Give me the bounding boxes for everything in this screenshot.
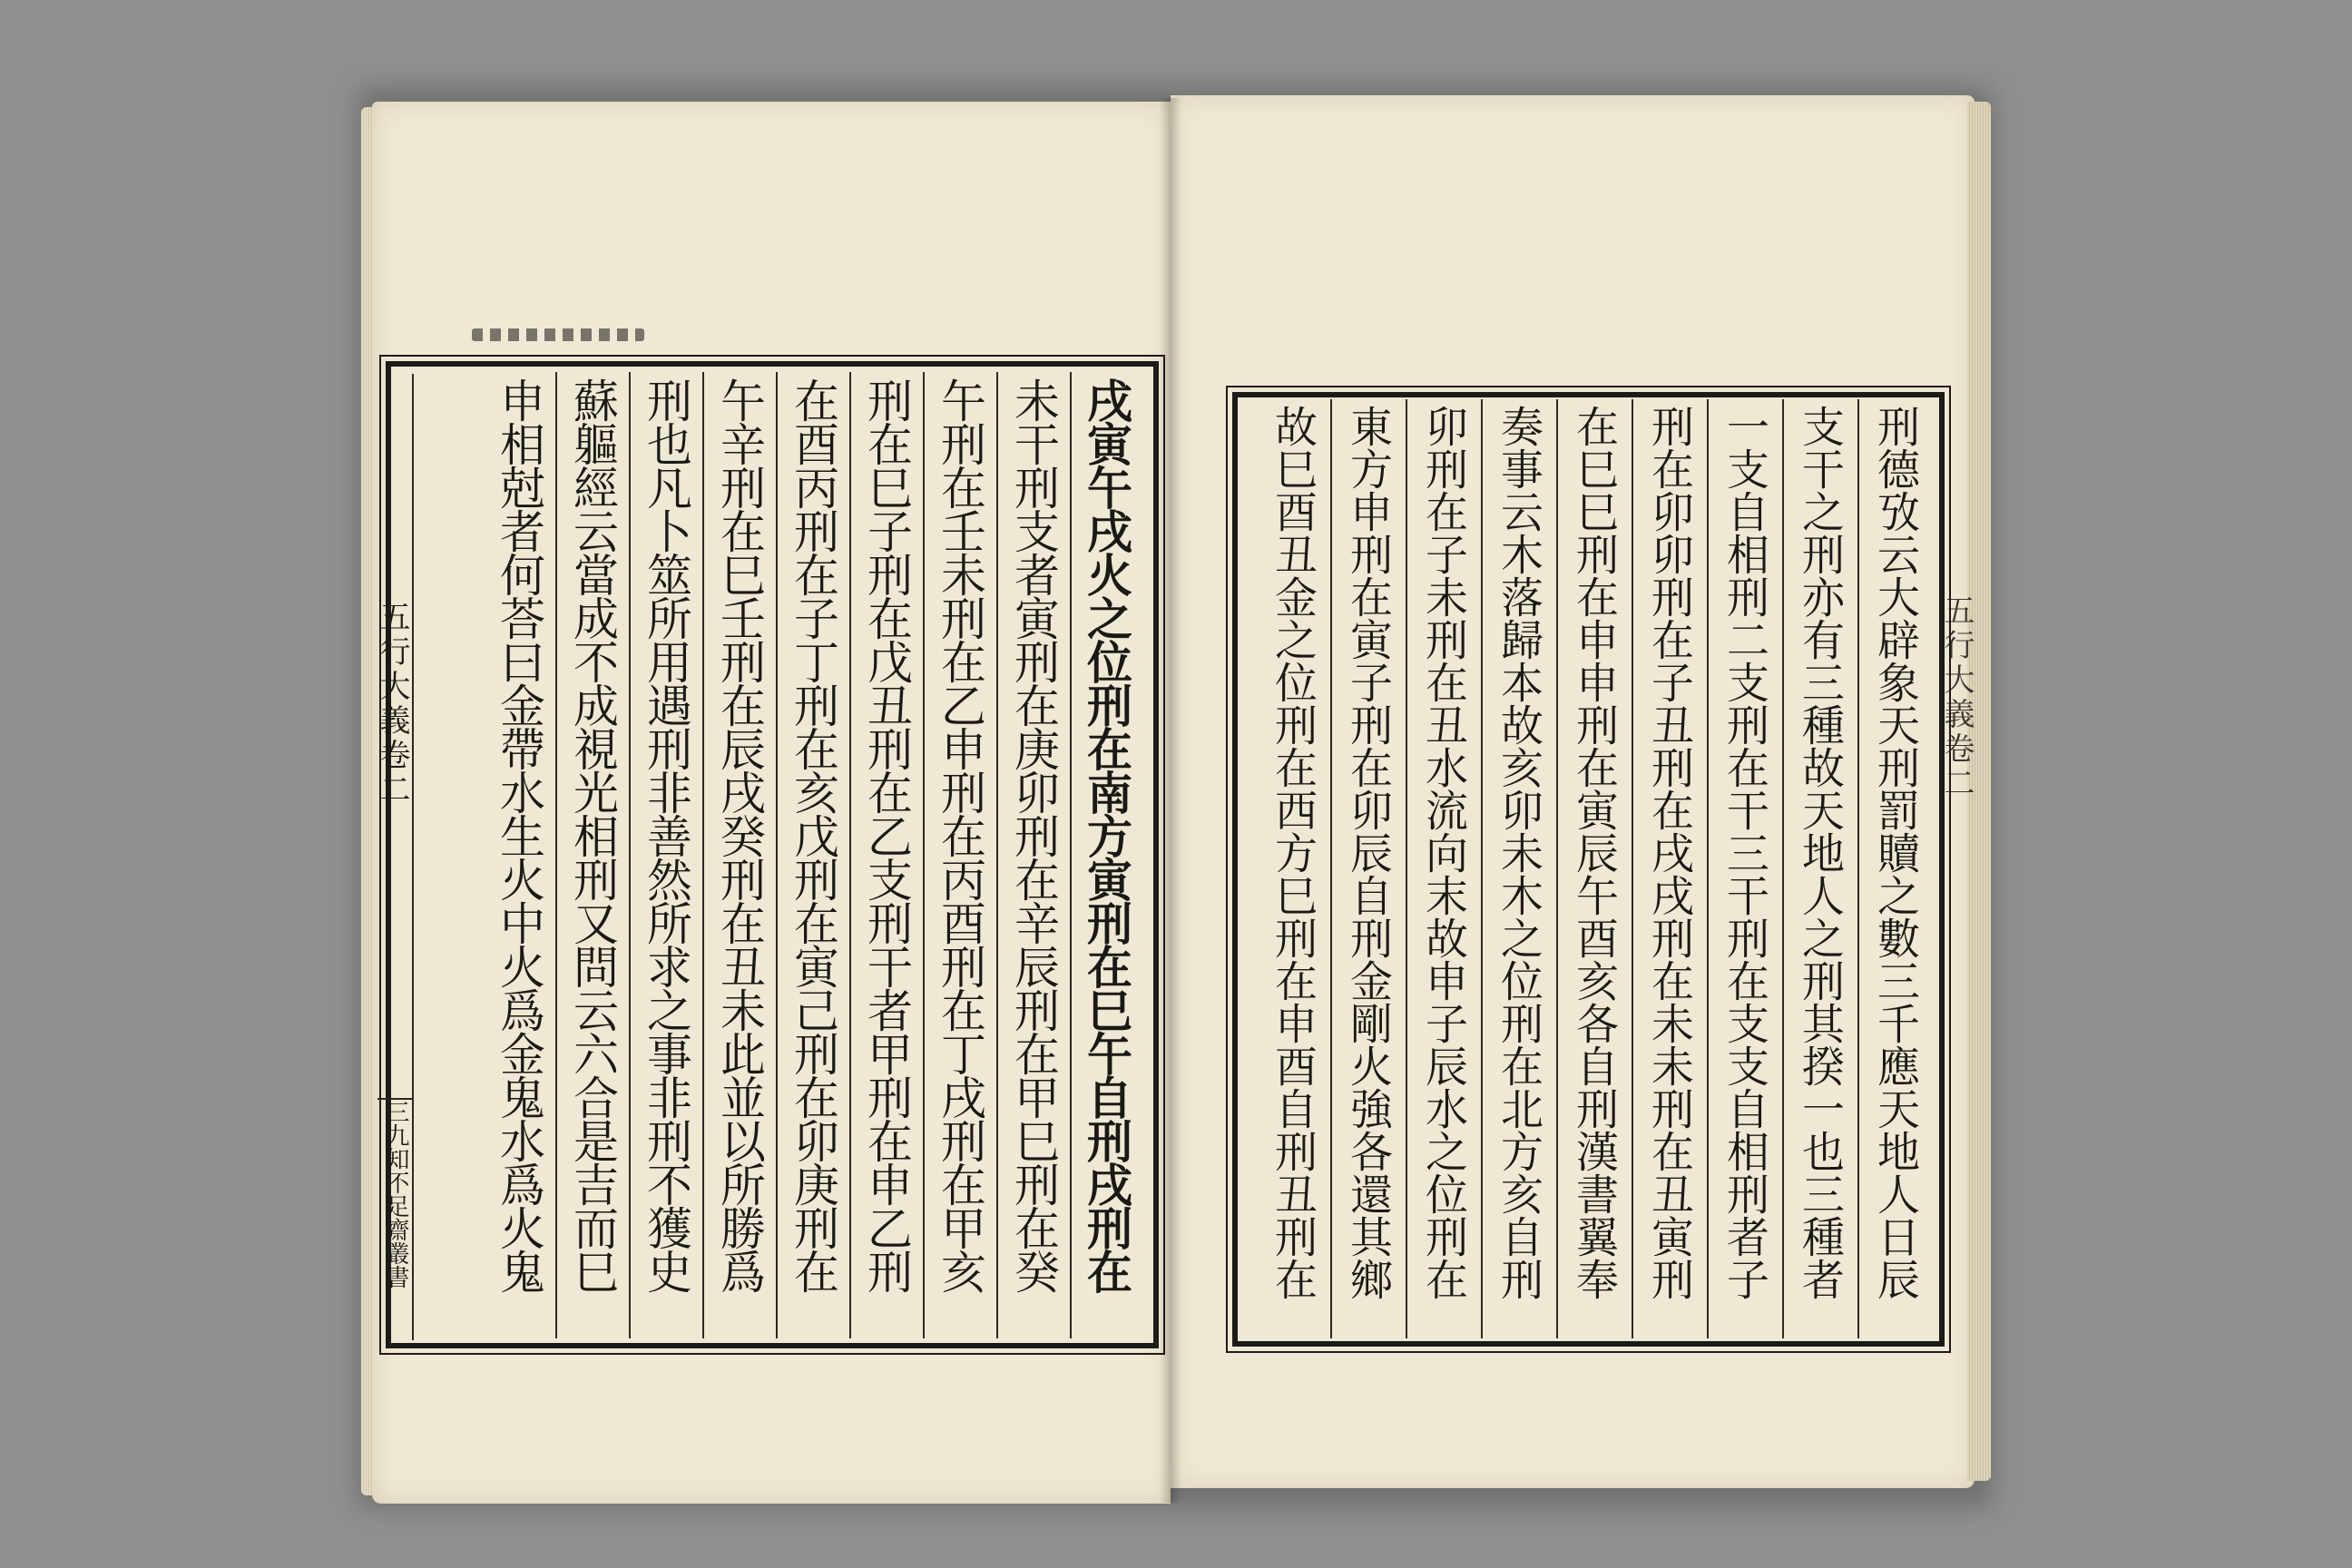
leaf-number: 三九 [382, 1100, 409, 1147]
text-column: 東方申刑在寅子刑在卯辰自刑金剛火強各還其鄉 [1330, 399, 1406, 1338]
text-column: 刑也凡卜筮所用遇刑非善然所求之事非刑不獲史 [629, 372, 702, 1338]
text-column: 刑在巳子刑在戊丑刑在乙支刑干者甲刑在申乙刑 [849, 372, 923, 1338]
text-column: 刑德攷云大辟象天刑罰贖之數三千應天地人日辰 [1857, 399, 1933, 1338]
right-text-columns [1252, 399, 1933, 1338]
text-column: 故巳酉丑金之位刑在西方巳刑在申酉自刑丑刑在 [1268, 405, 1318, 1300]
left-margin-title: 五行大義卷二 [374, 374, 414, 1340]
text-column: 卯刑在子未刑在丑水流向末故申子辰水之位刑在 [1406, 399, 1481, 1338]
text-column: 刑在卯卯刑在子丑刑在戌戌刑在未未刑在丑寅刑 [1632, 399, 1707, 1338]
publisher-mark: 知不足齋叢書 [382, 1147, 409, 1289]
book-gutter [1160, 98, 1181, 1503]
text-column: 在巳巳刑在申申刑在寅辰午酉亥各自刑漢書翼奉 [1556, 399, 1632, 1338]
left-text-columns [408, 372, 1143, 1338]
text-column: 支干之刑亦有三種故天地人之刑其揆一也三種者 [1782, 399, 1857, 1338]
text-column: 一支自相刑二支刑在干三干刑在支支自相刑者子 [1707, 399, 1782, 1338]
text-column: 未干刑支者寅刑在庚卯刑在辛辰刑在甲巳刑在癸 [996, 372, 1070, 1338]
leaf-footer [377, 1098, 414, 1345]
text-column: 在酉丙刑在子丁刑在亥戊刑在寅己刑在卯庚刑在 [776, 372, 849, 1338]
right-margin-title: 五行大義卷二 [1938, 594, 1975, 801]
text-column: 蘇軀經云當成不成視光相刑又問云六合是吉而巳 [555, 372, 629, 1338]
ink-bleed-mark [472, 328, 644, 341]
text-column: 戌寅午戌火之位刑在南方寅刑在巳午自刑戌刑在 [1070, 372, 1143, 1338]
text-column: 奏事云木落歸本故亥卯未木之位刑在北方亥自刑 [1481, 399, 1556, 1338]
text-column: 午刑在壬未刑在乙申刑在丙酉刑在丁戌刑在甲亥 [923, 372, 996, 1338]
text-column: 申相尅者何荅曰金帶水生火中火爲金鬼水爲火鬼 [493, 377, 545, 1292]
text-column: 午辛刑在巳壬刑在辰戌癸刑在丑未此並以所勝爲 [702, 372, 776, 1338]
